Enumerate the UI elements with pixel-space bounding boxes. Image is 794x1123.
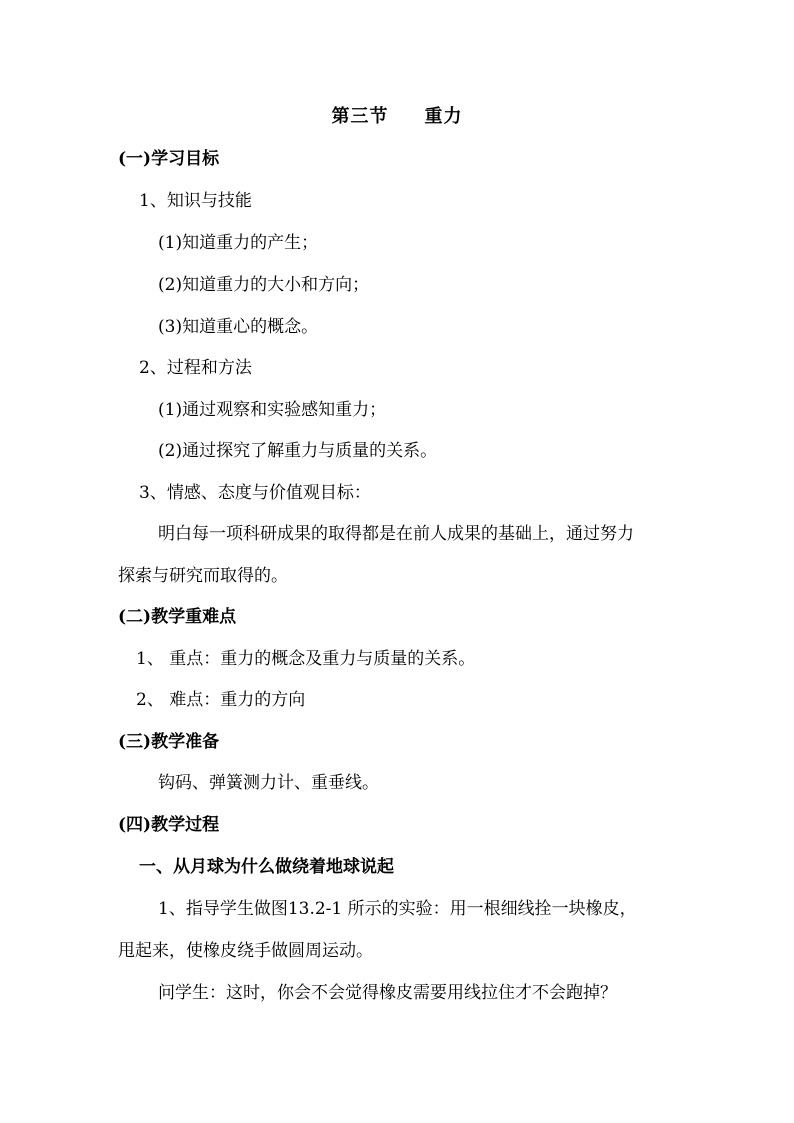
subheading-knowledge-skills: 1、知识与技能 xyxy=(139,191,252,211)
heading-teaching-preparation: (三)教学准备 xyxy=(118,732,220,752)
section-title xyxy=(0,106,794,128)
section-number: 第三节 xyxy=(331,106,389,127)
subheading-attitudes-values: 3、情感、态度与价值观目标： xyxy=(139,483,371,503)
list-item: (1)知道重力的产生； xyxy=(158,233,319,253)
heading-key-points: (二)教学重难点 xyxy=(118,607,237,627)
paragraph-line: 钩码、弹簧测力计、重垂线。 xyxy=(158,773,379,793)
list-item: (3)知道重心的概念。 xyxy=(158,317,319,337)
paragraph-line: 探索与研究而取得的。 xyxy=(118,566,288,586)
list-item: (2)通过探究了解重力与质量的关系。 xyxy=(158,441,438,461)
section-name: 重力 xyxy=(424,106,463,127)
list-item: (1)通过观察和实验感知重力； xyxy=(158,400,387,420)
heading-learning-objectives: (一)学习目标 xyxy=(118,149,220,169)
list-item: 2、 难点：重力的方向 xyxy=(136,690,306,710)
paragraph-line: 问学生：这时，你会不会觉得橡皮需要用线拉住才不会跑掉？ xyxy=(158,983,617,1003)
list-item: 1、 重点：重力的概念及重力与质量的关系。 xyxy=(136,649,476,669)
subheading-process-methods: 2、过程和方法 xyxy=(139,358,252,378)
paragraph-line: 明白每一项科研成果的取得都是在前人成果的基础上，通过努力 xyxy=(158,524,634,544)
heading-teaching-process: (四)教学过程 xyxy=(118,815,220,835)
paragraph-line: 1、指导学生做图13.2-1 所示的实验：用一根细线拴一块橡皮， xyxy=(158,899,637,919)
list-item: (2)知道重力的大小和方向； xyxy=(158,275,370,295)
subheading-moon-orbit: 一、从月球为什么做绕着地球说起 xyxy=(139,857,394,877)
paragraph-line: 甩起来，使橡皮绕手做圆周运动。 xyxy=(118,941,373,961)
